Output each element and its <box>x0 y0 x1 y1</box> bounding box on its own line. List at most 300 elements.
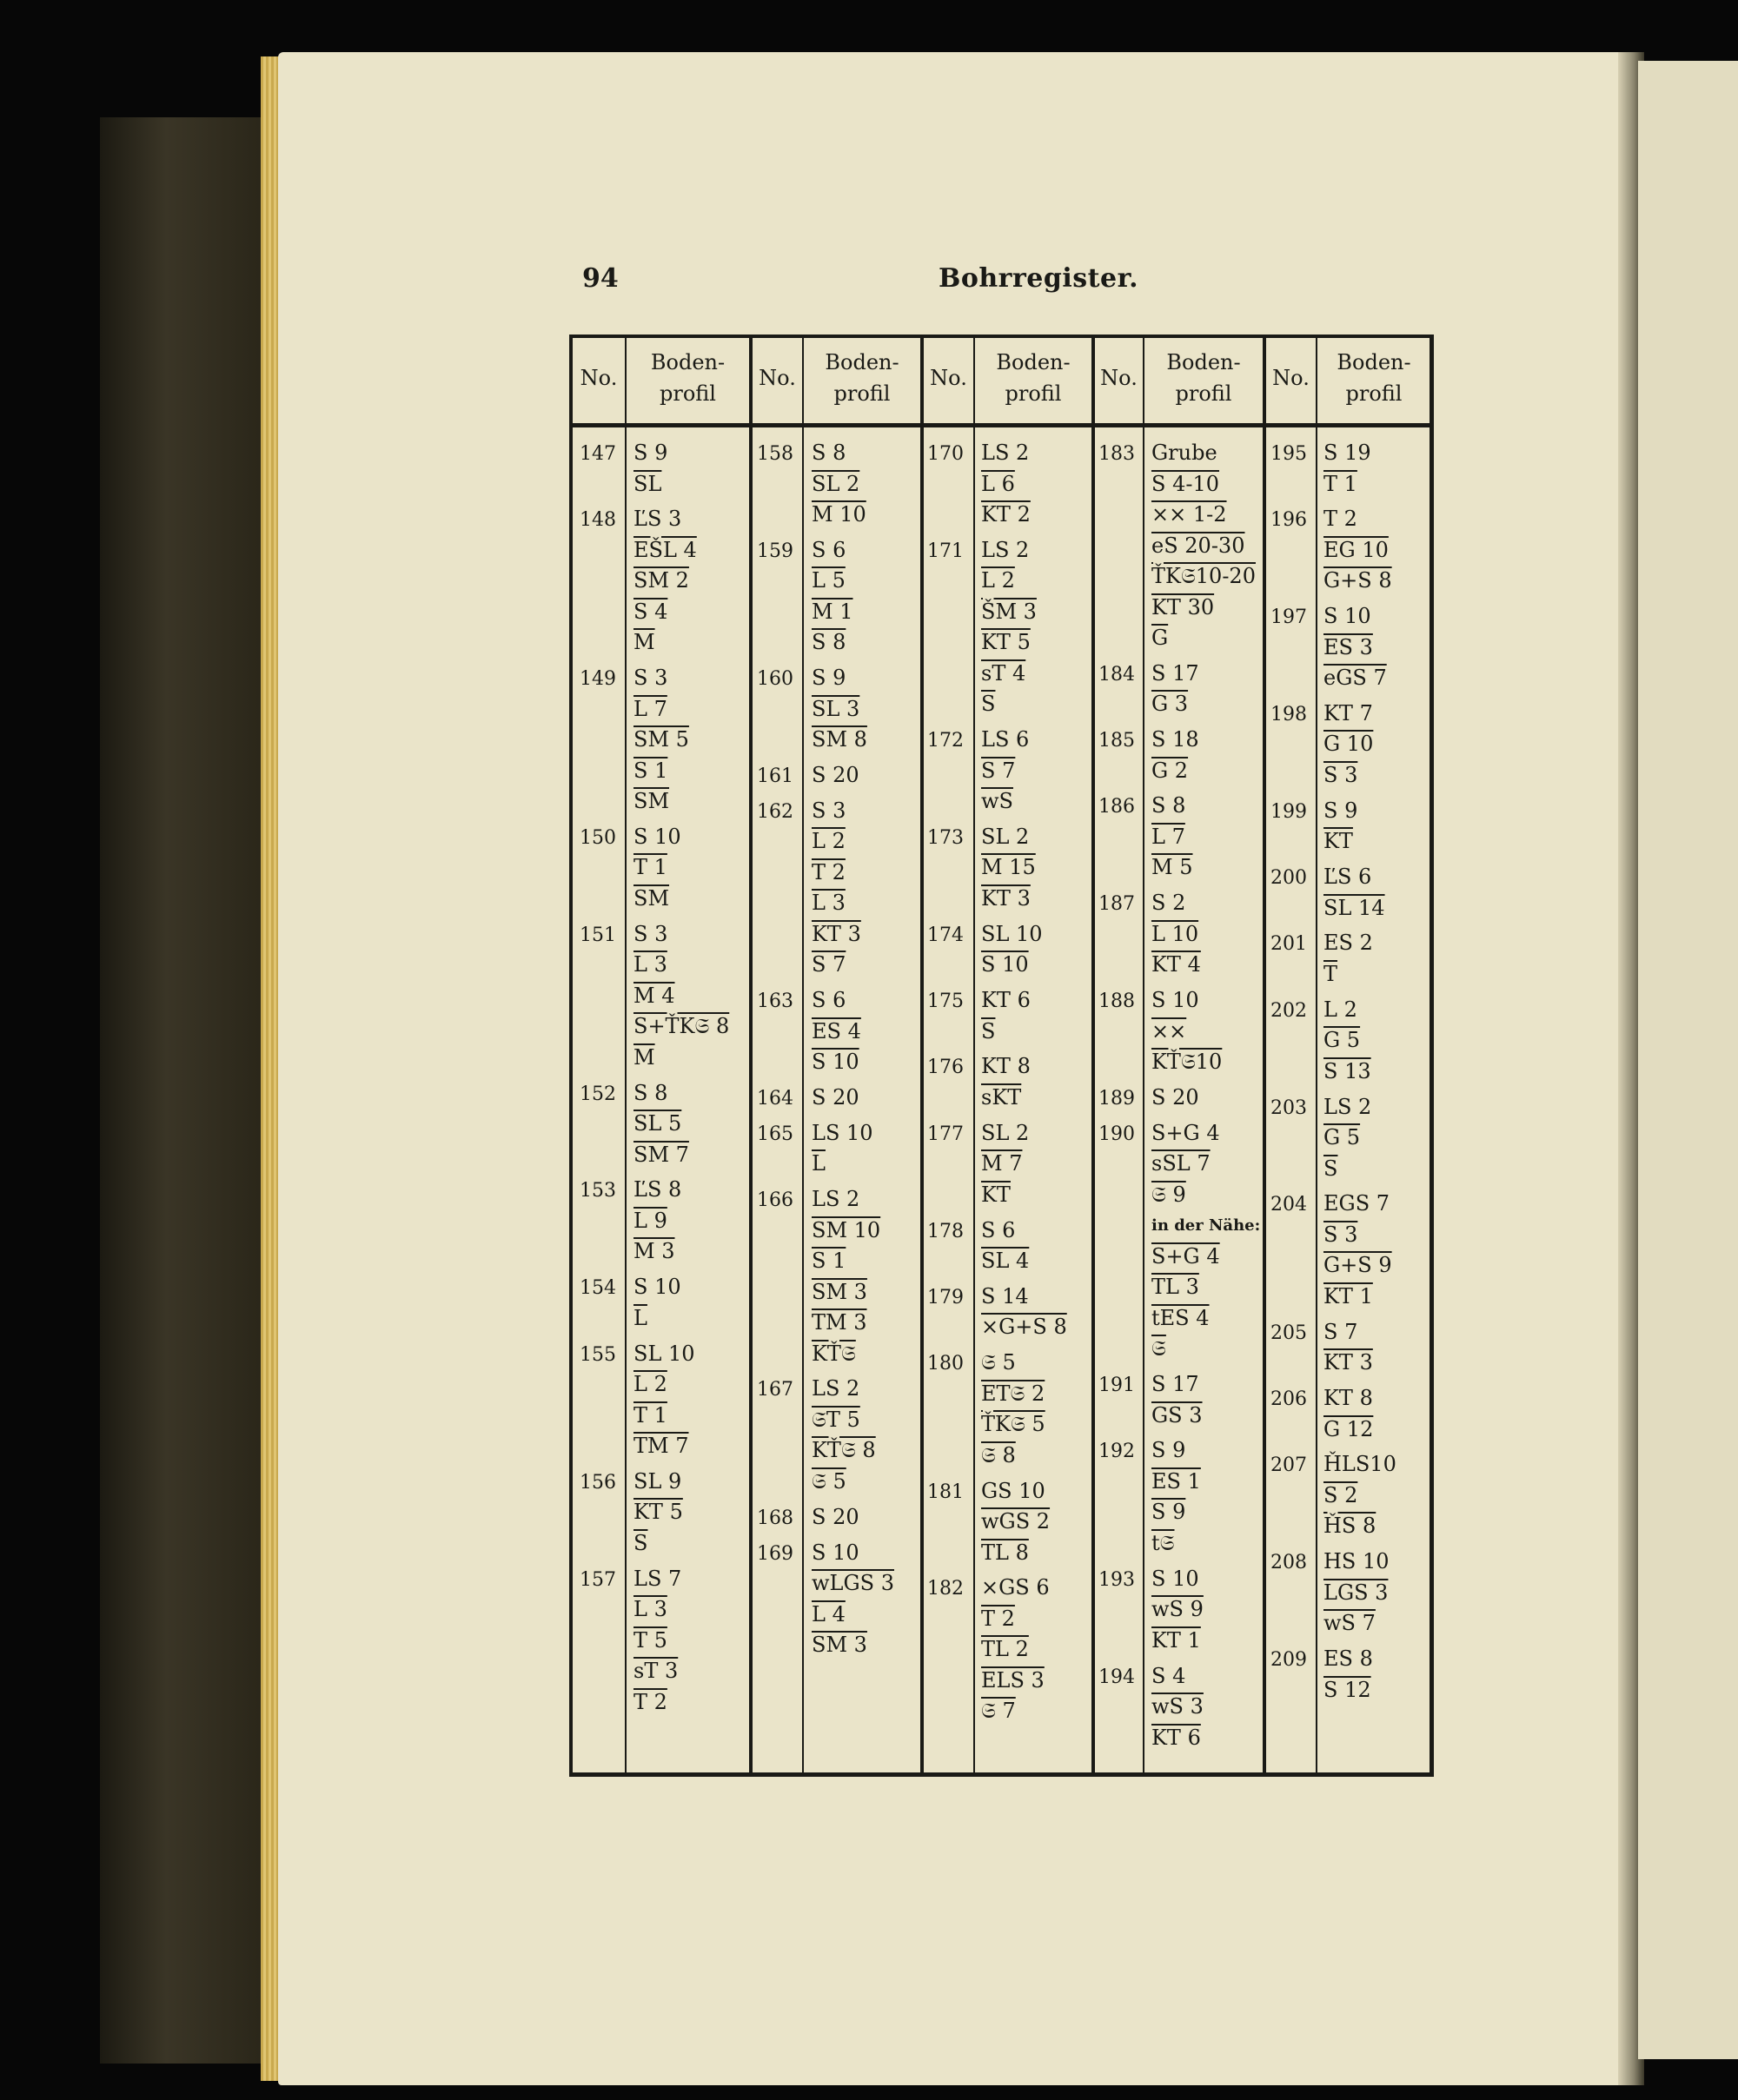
profile-layer: GS 3 <box>1151 1402 1203 1428</box>
profile-layer: S 10 <box>1151 1566 1199 1591</box>
entry-number: 163 <box>757 990 793 1013</box>
entry-number: 178 <box>927 1220 964 1242</box>
profile-layer: KT 4 <box>1151 952 1201 977</box>
running-title: Bohrregister. <box>939 263 1139 294</box>
profile-layer: L 2 <box>812 829 846 854</box>
profile-layer: $\overline{SM}$ <box>634 885 670 911</box>
profile-layer: M 4 <box>634 983 675 1008</box>
profile-layer: SM 3 <box>812 1279 867 1304</box>
entry-number: 171 <box>927 540 964 562</box>
profile-layer: tES 4 <box>1151 1305 1210 1330</box>
profile-layer: G 5 <box>1323 1028 1361 1053</box>
soil-profile <box>634 1272 746 1334</box>
profile-layer: HS 10 <box>1323 1549 1390 1574</box>
profile-layer: S 17 <box>1151 1372 1199 1397</box>
soil-profile <box>981 1282 1094 1343</box>
profile-layer: ES 3 <box>1323 634 1373 659</box>
profile-layer: G 10 <box>1323 732 1374 757</box>
profile-layer: S 14 <box>981 1283 1029 1308</box>
soil-profile <box>1323 995 1436 1088</box>
soil-profile <box>634 822 746 915</box>
soil-profile <box>1151 725 1264 786</box>
profile-layer: ES 4 <box>812 1018 861 1043</box>
soil-profile <box>1323 1449 1436 1542</box>
profile-layer: eS 20-30 <box>1151 533 1245 558</box>
header-profile-line: Boden- <box>1337 350 1411 374</box>
profile-layer: KT 1 <box>1151 1627 1201 1653</box>
entry-number: 189 <box>1098 1087 1135 1110</box>
profile-layer: TL 3 <box>1151 1275 1199 1300</box>
profile-layer: $\overline{wS}$ <box>981 789 1013 814</box>
profile-layer: 𝔖 9 <box>1151 1182 1186 1207</box>
profile-layer: ŤK𝔖 5 <box>981 1412 1045 1437</box>
profile-layer: L 3 <box>634 1597 667 1622</box>
entry-number: 159 <box>757 540 793 562</box>
entry-number: 197 <box>1270 606 1307 629</box>
profile-layer: L 7 <box>634 696 667 721</box>
profile-layer: S 10 <box>812 1050 859 1075</box>
profile-layer: ES 8 <box>1323 1646 1373 1672</box>
entry-number: 167 <box>757 1379 793 1401</box>
entry-number: 206 <box>1270 1388 1307 1411</box>
profile-layer: ES 1 <box>1151 1468 1201 1494</box>
header-profile-line: profil <box>1005 381 1062 406</box>
profile-layer: L 4 <box>812 1601 846 1626</box>
profile-layer: SL 9 <box>634 1468 682 1494</box>
profile-layer: EG 10 <box>1323 537 1389 562</box>
header-no: No. <box>580 366 618 390</box>
profile-layer: KT 3 <box>1323 1350 1373 1375</box>
soil-profile <box>1151 1564 1264 1657</box>
entry-number: 185 <box>1098 730 1135 752</box>
profile-layer: KŤ𝔖10 <box>1151 1050 1223 1075</box>
profile-layer: sSL 7 <box>1151 1151 1211 1176</box>
entry-number: 151 <box>580 924 616 946</box>
profile-layer: SL 2 <box>981 824 1030 849</box>
soil-profile <box>812 1118 925 1180</box>
profile-layer: $\overline{SM}$ <box>634 789 670 814</box>
profile-layer: ×G+S 8 <box>981 1315 1067 1340</box>
soil-profile <box>1151 791 1264 884</box>
profile-layer: S 10 <box>1151 988 1199 1013</box>
soil-profile <box>1323 1547 1436 1640</box>
profile-layer: LS 2 <box>812 1187 860 1212</box>
entry-number: 201 <box>1270 933 1307 956</box>
profile-layer: KT 6 <box>981 988 1031 1013</box>
header-no: No. <box>930 366 967 390</box>
profile-layer: SL 3 <box>812 696 860 721</box>
profile-layer: L 2 <box>1323 997 1357 1022</box>
profile-layer: KT 8 <box>981 1054 1031 1079</box>
profile-layer: LS 2 <box>812 1376 860 1401</box>
profile-layer: TM 7 <box>634 1434 689 1459</box>
profile-layer: T 5 <box>634 1627 667 1653</box>
profile-layer: KT 8 <box>1323 1386 1373 1411</box>
profile-layer: $\overline{S}$ <box>1323 1156 1338 1181</box>
profile-layer: ET𝔖 2 <box>981 1381 1045 1406</box>
header-no: No. <box>1272 366 1310 390</box>
soil-profile <box>1151 985 1264 1078</box>
profile-layer: T 1 <box>634 1402 667 1428</box>
profile-layer: S 12 <box>1323 1677 1371 1702</box>
profile-layer: S 7 <box>812 952 846 977</box>
entry-number: 173 <box>927 826 964 849</box>
profile-layer: S 7 <box>1323 1319 1358 1344</box>
entry-number: 172 <box>927 730 964 752</box>
entry-number: 195 <box>1270 443 1307 465</box>
book-edge-shadow <box>100 117 265 2064</box>
profile-layer: M 5 <box>1151 855 1193 880</box>
profile-layer: KT 2 <box>981 502 1031 527</box>
soil-profile <box>1323 1189 1436 1312</box>
soil-profile <box>812 1083 925 1114</box>
profile-layer: 𝔖 5 <box>812 1468 846 1494</box>
soil-profile <box>812 760 925 792</box>
profile-layer: KT 30 <box>1151 594 1215 619</box>
profile-layer: KT 5 <box>981 630 1031 655</box>
entry-number: 194 <box>1098 1666 1135 1688</box>
profile-layer: ELS 3 <box>981 1667 1045 1693</box>
profile-layer: KT 1 <box>1323 1283 1373 1308</box>
entry-number: 207 <box>1270 1454 1307 1477</box>
soil-profile <box>1151 659 1264 720</box>
profile-layer: M 1 <box>812 599 853 624</box>
profile-layer: S 3 <box>1323 1222 1358 1247</box>
profile-layer: LS 10 <box>812 1120 873 1145</box>
profile-layer: ĽS 6 <box>1323 865 1372 890</box>
bohrregister-table <box>569 335 1434 1777</box>
profile-layer: S 8 <box>634 1080 668 1105</box>
soil-profile <box>1151 1661 1264 1754</box>
entry-number: 175 <box>927 990 964 1013</box>
profile-layer: S 20 <box>812 762 859 787</box>
profile-layer: SL 4 <box>981 1249 1030 1274</box>
entry-number: 209 <box>1270 1649 1307 1672</box>
profile-layer: S 10 <box>634 824 681 849</box>
entry-number: 164 <box>757 1087 793 1110</box>
profile-layer: S 9 <box>812 666 846 691</box>
profile-layer: ×× <box>1151 1018 1187 1043</box>
profile-layer: S 4-10 <box>1151 471 1219 496</box>
profile-layer: sT 4 <box>981 660 1026 686</box>
profile-layer: S 1 <box>812 1249 846 1274</box>
entry-number: 192 <box>1098 1441 1135 1463</box>
profile-layer: $\overline{KT}$ <box>981 1182 1011 1207</box>
soil-profile <box>1151 1083 1264 1114</box>
entry-number: 176 <box>927 1057 964 1079</box>
profile-layer: S 10 <box>634 1275 681 1300</box>
header-profile-line: profil <box>1175 381 1232 406</box>
profile-layer: $\overline{S}$ <box>981 1018 996 1043</box>
profile-layer: M 7 <box>981 1151 1023 1176</box>
entry-number: 156 <box>580 1471 616 1494</box>
profile-layer: KŤ𝔖 <box>812 1341 856 1366</box>
entry-number: 153 <box>580 1180 616 1202</box>
soil-profile <box>634 1467 746 1560</box>
page-number: 94 <box>582 263 619 294</box>
profile-layer: LS 6 <box>981 727 1030 752</box>
profile-layer: M 15 <box>981 855 1036 880</box>
profile-layer: SM 2 <box>634 568 689 593</box>
profile-layer: G+S 9 <box>1323 1253 1392 1278</box>
soil-profile <box>634 1564 746 1719</box>
profile-layer: S 3 <box>812 798 846 823</box>
profile-layer: L 3 <box>634 952 667 977</box>
profile-layer: S 8 <box>1151 793 1186 818</box>
profile-layer: 𝔖 7 <box>981 1699 1016 1724</box>
soil-profile <box>981 1476 1094 1569</box>
entry-number: 177 <box>927 1123 964 1145</box>
entry-number: 180 <box>927 1353 964 1375</box>
profile-layer: S+G 4 <box>1151 1120 1220 1145</box>
entry-number: 152 <box>580 1083 616 1105</box>
soil-profile <box>1151 1118 1264 1365</box>
soil-profile <box>981 438 1094 531</box>
header-profile-line: profil <box>660 381 716 406</box>
profile-layer: SL 5 <box>634 1111 682 1136</box>
entry-number: 169 <box>757 1542 793 1565</box>
profile-layer: S 8 <box>812 441 846 465</box>
divider <box>749 338 753 1772</box>
profile-layer: S 6 <box>812 537 846 562</box>
profile-layer: T 1 <box>1323 471 1357 496</box>
soil-profile <box>981 1573 1094 1727</box>
soil-profile <box>981 985 1094 1047</box>
entry-number: 147 <box>580 443 616 465</box>
entry-number: 157 <box>580 1568 616 1591</box>
profile-layer: wLGS 3 <box>812 1571 894 1596</box>
profile-layer: G 2 <box>1151 758 1189 783</box>
profile-layer: S 20 <box>812 1084 859 1110</box>
entry-number: 174 <box>927 924 964 946</box>
profile-layer: S 2 <box>1323 1482 1358 1507</box>
header-profile <box>627 347 749 409</box>
divider <box>973 338 975 1772</box>
entry-number: 193 <box>1098 1568 1135 1591</box>
profile-layer: ȞS 8 <box>1323 1514 1376 1539</box>
profile-layer: ŠM 3 <box>981 599 1037 624</box>
header-profile <box>1317 347 1430 409</box>
header-profile <box>804 347 920 409</box>
profile-layer: TL 2 <box>981 1637 1029 1662</box>
entry-number: 191 <box>1098 1375 1135 1397</box>
profile-layer: L 3 <box>812 891 846 916</box>
header-profile-line: Boden- <box>650 350 726 374</box>
profile-layer: SM 3 <box>812 1633 867 1658</box>
entry-number: 187 <box>1098 893 1135 916</box>
profile-layer: S 9 <box>1151 1500 1186 1525</box>
entry-number: 200 <box>1270 867 1307 890</box>
entry-number: 199 <box>1270 800 1307 823</box>
facing-page <box>1638 61 1738 2059</box>
profile-layer: S 3 <box>1323 762 1358 787</box>
header-no: No. <box>1100 366 1138 390</box>
header-no: No. <box>759 366 796 390</box>
entry-number: 188 <box>1098 990 1135 1013</box>
entry-number: 204 <box>1270 1194 1307 1216</box>
soil-profile <box>1323 1092 1436 1185</box>
profile-layer: $\overline{M}$ <box>634 630 655 655</box>
soil-profile <box>1323 928 1436 990</box>
profile-layer: S 18 <box>1151 727 1199 752</box>
profile-layer: G 5 <box>1323 1125 1361 1150</box>
profile-layer: LS 2 <box>1323 1094 1372 1119</box>
profile-layer: GS 10 <box>981 1478 1045 1503</box>
profile-layer: t𝔖 <box>1151 1530 1175 1555</box>
profile-layer: S+ŤK𝔖 8 <box>634 1014 730 1039</box>
entry-number: 166 <box>757 1189 793 1212</box>
profile-layer: wS 3 <box>1151 1694 1204 1719</box>
profile-layer: S 13 <box>1323 1058 1371 1083</box>
soil-profile <box>1323 1644 1436 1706</box>
profile-layer: SL 10 <box>634 1341 695 1366</box>
header-profile-line: Boden- <box>1166 350 1241 374</box>
entry-number: 186 <box>1098 796 1135 818</box>
profile-layer: G 3 <box>1151 692 1189 717</box>
profile-layer: eGS 7 <box>1323 666 1387 691</box>
entry-number: 155 <box>580 1343 616 1366</box>
entry-number: 182 <box>927 1578 964 1600</box>
profile-layer: M 10 <box>812 502 866 527</box>
profile-layer: ×GS 6 <box>981 1575 1050 1600</box>
header-profile-line: profil <box>833 381 891 406</box>
soil-profile <box>634 919 746 1074</box>
header-profile <box>1144 347 1263 409</box>
entry-number: 190 <box>1098 1123 1135 1145</box>
soil-profile <box>981 1348 1094 1471</box>
entry-number: 183 <box>1098 443 1135 465</box>
entry-number: 205 <box>1270 1322 1307 1344</box>
soil-profile <box>1323 1317 1436 1379</box>
profile-layer: SL 2 <box>812 471 860 496</box>
profile-layer: $\overline{KT}$ <box>1323 829 1353 854</box>
profile-layer: SM 10 <box>812 1217 881 1242</box>
profile-layer: S 9 <box>634 441 668 465</box>
soil-profile <box>812 1502 925 1534</box>
profile-layer: 𝔖 5 <box>981 1350 1016 1375</box>
profile-layer: T 1 <box>634 855 667 880</box>
soil-profile <box>812 796 925 981</box>
profile-layer: S 9 <box>1151 1438 1186 1463</box>
profile-layer: TL 8 <box>981 1540 1029 1565</box>
profile-layer: EŠL 4 <box>634 537 697 562</box>
soil-profile <box>634 504 746 659</box>
profile-layer: ȞLS10 <box>1323 1452 1396 1477</box>
profile-layer: SL 10 <box>981 921 1043 946</box>
divider <box>1143 338 1144 1772</box>
profile-layer: T 2 <box>812 859 846 884</box>
entry-number: 162 <box>757 800 793 823</box>
profile-layer: S 10 <box>812 1540 859 1565</box>
soil-profile <box>634 438 746 500</box>
entry-number: 150 <box>580 826 616 849</box>
profile-layer: S 3 <box>634 666 668 691</box>
entry-number: 149 <box>580 668 616 691</box>
profile-layer: ŤK𝔖10-20 <box>1151 564 1256 588</box>
profile-layer: L 7 <box>1151 824 1185 849</box>
profile-layer: wS 9 <box>1151 1597 1204 1622</box>
profile-layer: L 6 <box>981 471 1015 496</box>
soil-profile <box>634 1175 746 1268</box>
soil-profile <box>1323 504 1436 597</box>
header-rule <box>573 423 1430 427</box>
entry-number: 168 <box>757 1507 793 1529</box>
profile-layer: KT 7 <box>1323 700 1373 725</box>
profile-layer: LGS 3 <box>1323 1580 1389 1605</box>
profile-layer: $\overline{M}$ <box>634 1044 655 1070</box>
divider <box>625 338 627 1772</box>
profile-layer: $\overline{L}$ <box>634 1305 647 1330</box>
profile-layer: S 4 <box>1151 1663 1186 1688</box>
entry-number: 181 <box>927 1481 964 1503</box>
profile-layer: G+S 8 <box>1323 568 1392 593</box>
profile-layer: KT 3 <box>812 921 861 946</box>
entry-number: 161 <box>757 765 793 787</box>
soil-profile <box>1323 438 1436 500</box>
soil-profile <box>1151 888 1264 981</box>
soil-profile <box>812 663 925 756</box>
soil-profile <box>812 1374 925 1497</box>
profile-layer: sT 3 <box>634 1659 679 1684</box>
entry-number: 170 <box>927 443 964 465</box>
soil-profile <box>1323 699 1436 792</box>
profile-layer: T 2 <box>981 1606 1015 1631</box>
profile-layer: L 9 <box>634 1208 667 1233</box>
soil-profile <box>634 1078 746 1171</box>
header-profile-line: Boden- <box>825 350 899 374</box>
profile-layer: wS 7 <box>1323 1611 1376 1636</box>
profile-layer: L 10 <box>1151 921 1199 946</box>
profile-layer: S 3 <box>634 921 668 946</box>
profile-layer: S 8 <box>812 630 846 655</box>
soil-profile <box>1323 862 1436 924</box>
profile-layer: ĽS 3 <box>634 507 682 532</box>
profile-layer: L 5 <box>812 568 846 593</box>
soil-profile <box>1323 601 1436 694</box>
profile-layer: S 20 <box>812 1504 859 1529</box>
divider <box>802 338 804 1772</box>
profile-layer: T 2 <box>1323 507 1357 532</box>
profile-layer: TM 3 <box>812 1310 867 1335</box>
entry-number: 203 <box>1270 1096 1307 1119</box>
profile-layer: S 6 <box>981 1217 1016 1242</box>
soil-profile <box>812 1538 925 1661</box>
soil-profile <box>1151 1435 1264 1559</box>
profile-layer: S 6 <box>812 988 846 1013</box>
soil-profile <box>981 1216 1094 1277</box>
profile-layer: G 12 <box>1323 1416 1374 1441</box>
profile-layer: $\overline{S}$ <box>634 1530 648 1555</box>
soil-profile <box>812 438 925 531</box>
profile-layer: S 20 <box>1151 1084 1199 1110</box>
profile-layer: S+G 4 <box>1151 1243 1220 1269</box>
profile-layer: ES 2 <box>1323 931 1373 956</box>
profile-layer: SM 7 <box>634 1142 689 1167</box>
entry-number: 179 <box>927 1286 964 1308</box>
profile-layer: $\overline{S}$ <box>981 692 996 717</box>
profile-layer: S 19 <box>1323 441 1371 465</box>
profile-layer: $\overline{T}$ <box>1323 961 1338 986</box>
soil-profile <box>981 1051 1094 1113</box>
profile-layer: SL 2 <box>981 1120 1030 1145</box>
soil-profile <box>812 985 925 1078</box>
profile-layer: SM 5 <box>634 727 689 752</box>
profile-layer: S 10 <box>981 952 1029 977</box>
entry-number: 196 <box>1270 509 1307 532</box>
soil-profile <box>1151 438 1264 654</box>
soil-profile <box>981 535 1094 720</box>
profile-layer: KT 3 <box>981 885 1031 911</box>
